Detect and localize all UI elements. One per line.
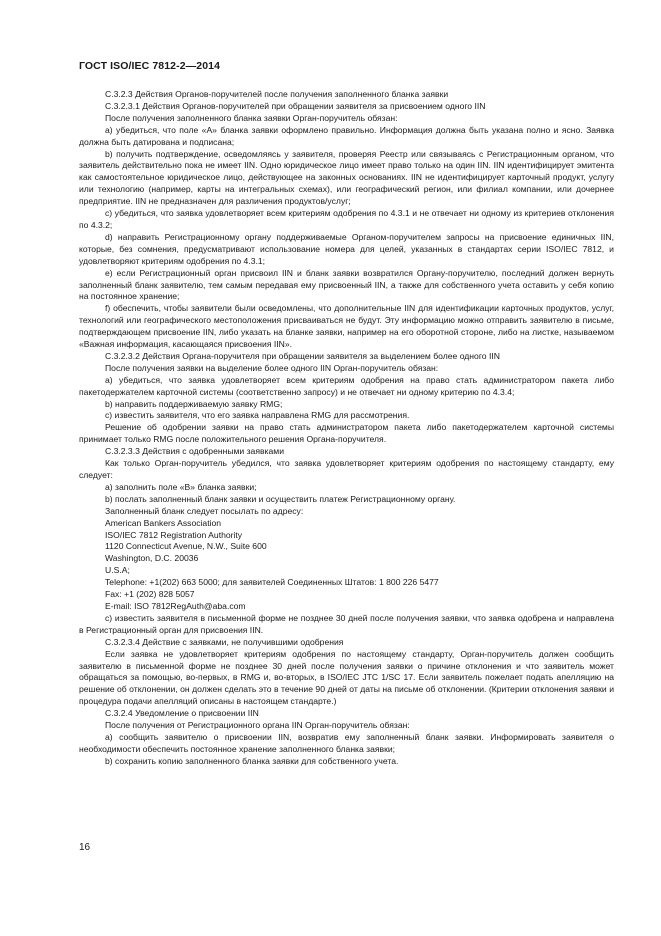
- address-line: ISO/IEC 7812 Registration Authority: [105, 529, 243, 540]
- list-item: c) известить заявителя, что его заявка направлена RMG для рассмотрения.: [105, 410, 410, 421]
- address-line: E-mail: ISO 7812RegAuth@aba.com: [105, 600, 246, 611]
- list-item: f) обеспечить, чтобы заявители были осведомлены, что дополнительные IIN для идентификации карточных продуктов, услуг, технологий или географического местоположения присваиваться не будут. Эту информацию можно отправить заявителю в письме, подтверждающем присвоение IIN, либо указать на бланке заявки, например на его оборотной стороне, либо на листке, называемом «Важная информация, касающаяся присвоения IIN».: [79, 303, 614, 350]
- address-line: 1120 Connecticut Avenue, N.W., Suite 600: [105, 541, 267, 552]
- list-item: a) сообщить заявителю о присвоении IIN, возвратив ему заполненный бланк заявки. Информировать заявителя о необходимости обеспечить постоянное хранение заполненного бланка заявки;: [79, 731, 614, 754]
- document-body: [79, 89, 614, 768]
- section-heading: С.3.2.3.3 Действия с одобренными заявками: [105, 446, 284, 457]
- paragraph: После получения заявки на выделение более одного IIN Орган-поручитель обязан:: [105, 362, 439, 373]
- section-heading: С.3.2.3.1 Действия Органов-поручителей при обращении заявителя за присвоением одного IIN: [105, 100, 486, 111]
- address-line: Telephone: +1(202) 663 5000; для заявителей Соединенных Штатов: 1 800 226 5477: [105, 577, 439, 588]
- list-item: b) послать заполненный бланк заявки и осуществить платеж Регистрационному органу.: [105, 493, 456, 504]
- section-heading: С.3.2.3 Действия Органов-поручителей после получения заполненного бланка заявки: [105, 89, 449, 99]
- list-item: b) получить подтверждение, осведомляясь у заявителя, проверяя Реестр или связываясь с Регистрационным органом, что заявитель действительно пока не имеет IIN. Одно юридическое лицо имеет право только на один IIN. IIN идентифицирует эмитента как самостоятельное юридическое лицо, действующее на законных основаниях. IIN не идентифицирует карточный продукт, услугу или технологию (например, карты на интегральных схемах), или географический регион, или филиал компании, или дочернее предприятие. IIN не предназначен для различения продуктов/услуг;: [79, 148, 614, 207]
- paragraph: Как только Орган-поручитель убедился, что заявка удовлетворяет критериям одобрения по настоящему стандарту, ему следует:: [79, 458, 614, 480]
- paragraph: После получения заполненного бланка заявки Орган-поручитель обязан:: [105, 112, 398, 123]
- section-heading: С.3.2.4 Уведомление о присвоении IIN: [105, 708, 259, 719]
- address-line: American Bankers Association: [105, 517, 222, 528]
- list-item: c) убедиться, что заявка удовлетворяет всем критериям одобрения по 4.3.1 и не отвечает ни одному из критериев отклонения по 4.3.2;: [79, 208, 614, 230]
- section-heading: С.3.2.3.2 Действия Органа-поручителя при обращении заявителя за выделением более одного IIN: [105, 350, 500, 361]
- list-item: a) убедиться, что поле «А» бланка заявки оформлено правильно. Информация должна быть указана полно и ясно. Заявка должна быть датирована и подписана;: [79, 124, 614, 147]
- paragraph: После получения от Регистрационного органа IIN Орган-поручитель обязан:: [105, 720, 410, 731]
- list-item: b) направить поддерживаемую заявку RMG;: [105, 398, 283, 409]
- section-heading: С.3.2.3.4 Действие с заявками, не получившими одобрения: [105, 636, 344, 647]
- paragraph: Решение об одобрении заявки на право стать администратором пакета либо пакетодержателем карточной системы принимает только RMG после положительного решения Органа-поручителя.: [79, 422, 614, 445]
- address-line: U.S.A;: [105, 565, 130, 576]
- list-item: a) заполнить поле «В» бланка заявки;: [105, 481, 257, 492]
- address-line: Washington, D.C. 20036: [105, 553, 199, 564]
- paragraph: Заполненный бланк следует посылать по адресу:: [105, 505, 304, 516]
- page-number: 16: [79, 842, 91, 853]
- page-header: ГОСТ ISO/IEC 7812-2—2014: [79, 60, 221, 72]
- paragraph: Если заявка не удовлетворяет критериям одобрения по настоящему стандарту, Орган-поручитель должен сообщить заявителю в письменной форме не позднее 30 дней после получения заявки о причине отклонения и что заявитель может обращаться за помощью, во-первых, в RMG и, во-вторых, в ISO/IEC JTC 1/SC 17. Если заявитель пожелает подать апелляцию на решение об отклонении, он должен сделать это в течение 90 дней от даты на письме об отклонении. (Критерии отклонения заявки и процедура подачи апелляций описаны в настоящем стандарте.): [79, 648, 614, 707]
- list-item: b) сохранить копию заполненного бланка заявки для собственного учета.: [105, 755, 399, 766]
- list-item: d) направить Регистрационному органу поддерживаемые Органом-поручителем запросы на присвоение единичных IIN, которые, без сомнения, предусматривают использование номера для целей, указанных в стандартах серии ISO/IEC 7812, и удовлетворяют критериям одобрения по 4.3.1;: [79, 231, 614, 266]
- list-item: e) если Регистрационный орган присвоил IIN и бланк заявки возвратился Органу-поручителю, последний должен вернуть заполненный бланк заявителю, тем самым передавая ему присвоенный IIN, а также для собственного учета оставить у себя копию на постоянное хранение;: [79, 267, 614, 302]
- list-item: a) убедиться, что заявка удовлетворяет всем критериям одобрения на право стать администратором пакета либо пакетодержателем карточной системы (соответственно запросу) и не отвечает ни одному критерию по 4.3.4;: [79, 374, 614, 397]
- list-item: c) известить заявителя в письменной форме не позднее 30 дней после получения заявки, что заявка одобрена и направлена в Регистрационный орган для присвоения IIN.: [79, 612, 614, 635]
- address-line: Fax: +1 (202) 828 5057: [105, 589, 195, 600]
